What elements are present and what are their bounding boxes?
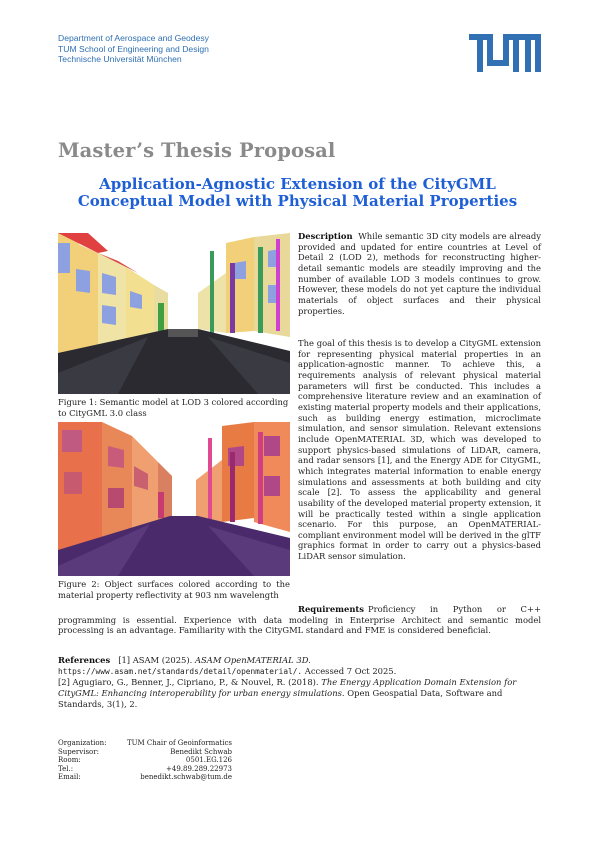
dept-line: Department of Aerospace and Geodesy [58,33,209,43]
references-block [58,655,541,709]
description-paragraph-1 [298,231,541,316]
figure-1-image [58,233,290,394]
description-text-1: While semantic 3D city models are already provided and updated for entire countries at Level of Detail 2 (LOD 2), methods for reconstructing higher-detail semantic models are steadily improving and the number of available LOD 3 models continues to grow. However, these models do not yet capture the individual materials of object surfaces and their physical properties. [298,231,542,316]
thesis-title [40,176,555,209]
requirements-heading: Requirements [298,604,365,614]
requirements-body: Proficiency in Python or C++ programming is essential. Experience with data modeling in Enterprise Architect and semantic model processing is an advantage. Familiarity with the CityGML standard and FME is considered beneficial. [58,604,541,636]
contact-block [58,739,232,782]
contact-value: +49.89.289.22973 [166,764,232,773]
title-line-1: Application-Agnostic Extension of the CityGML [99,175,496,193]
contact-value: TUM Chair of Geoinformatics [126,739,232,747]
reference-1-authors: [1] ASAM (2025). [118,655,193,665]
reference-2-title: The Energy Application Domain Extension for CityGML: Enhancing interoperability for urban energy simulations. [58,677,517,698]
requirements-text [58,604,541,636]
contact-label: Tel.: [58,764,74,773]
proposal-label: Master’s Thesis Proposal [58,139,336,162]
contact-email-link[interactable]: benedikt.schwab@tum.de [140,773,232,782]
contact-row-email [58,773,232,782]
contact-row-organization [58,739,232,748]
school-line: TUM School of Engineering and Design [58,43,209,54]
reference-2 [58,677,541,709]
tum-logo [469,34,541,72]
university-line: Technische Universität München [58,54,182,64]
contact-row-supervisor [58,748,232,757]
description-paragraph-2: The goal of this thesis is to develop a CityGML extension for representing physical material properties in an application-agnostic manner. To achieve this, a requirements analysis of relevant physical material parameters will first be conducted. This includes a comprehensive literature review and an examination of existing material property models and their applications, such as building energy estimation, microclimate simulation, and sensor simulation. Relevant extensions include OpenMATERIAL 3D, which was developed to support physics-based simulations of LiDAR, camera, and radar sensors [1], and the Energy ADE for CityGML, which integrates material information to enable energy simulations and assessments at both building and city scale [2]. To assess the applicability and general usability of the developed material property extension, it will be practically tested within a single application scenario. For this purpose, an OpenMATERIAL-compliant environment model will be derived in the glTF graphics format in order to carry out a physics-based LiDAR sensor simulation. [298,338,541,562]
contact-row-phone [58,765,232,774]
contact-label: Email: [58,773,81,782]
contact-label: Supervisor: [58,747,99,756]
description-heading: Description [298,231,353,241]
department-block [58,33,209,65]
reference-1 [58,655,541,677]
figure-2-caption: Figure 2: Object surfaces colored according to the material property reflectivity at 903 nm wavelength [58,579,290,600]
contact-label: Room: [58,756,81,765]
reference-2-journal: Open Geospatial Data, Software and Standards, 3(1), 2. [58,687,503,709]
contact-row-room [58,756,232,765]
reference-2-authors: [2] Agugiaro, G., Benner, J., Cipriano, P., & Nouvel, R. (2018). [58,677,319,688]
contact-value: Benedikt Schwab [170,747,232,756]
reference-1-title: ASAM OpenMATERIAL 3D. [194,655,311,665]
title-line-2: Conceptual Model with Physical Material Properties [77,191,518,210]
figure-2-image [58,422,290,576]
figure-1-caption: Figure 1: Semantic model at LOD 3 colored according to CityGML 3.0 class [58,397,289,418]
reference-1-accessed: Accessed 7 Oct 2025. [304,665,397,676]
contact-label: Organization: [58,739,107,747]
reference-1-url[interactable]: https://www.asam.net/standards/detail/openmaterial/. [58,666,303,676]
references-heading: References [58,655,111,665]
contact-value: 0501.EG.126 [185,756,232,765]
